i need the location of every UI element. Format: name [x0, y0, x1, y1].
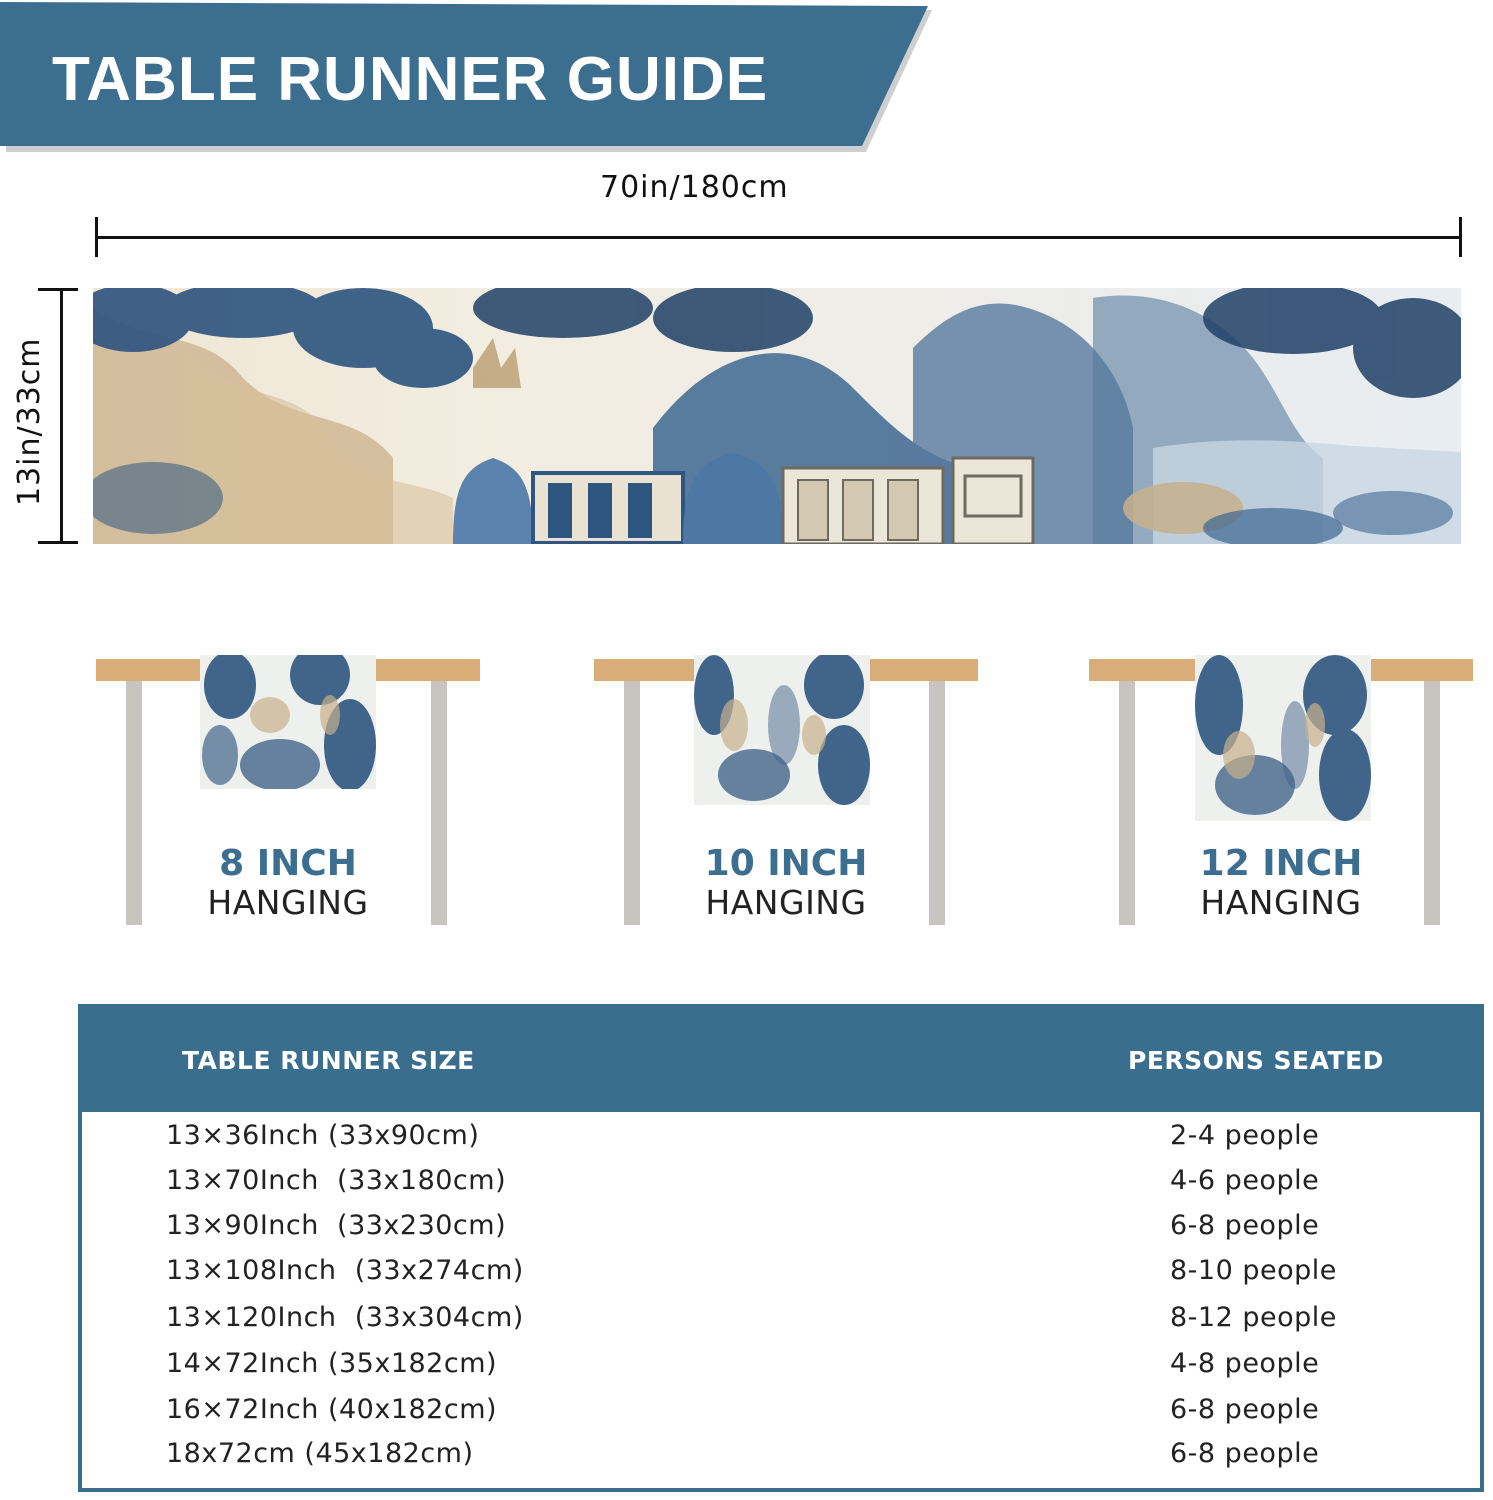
table-row: [82, 1438, 1480, 1482]
height-dimension-cap-top: [38, 288, 78, 291]
hanging-runner-8-inch: [200, 655, 376, 789]
row-persons: 4-6 people: [1170, 1165, 1320, 1196]
row-persons: 4-8 people: [1170, 1348, 1320, 1379]
width-dimension-label: 70in/180cm: [600, 170, 789, 205]
table-illustration-10-inch: [594, 655, 984, 930]
table-row: [82, 1394, 1480, 1438]
row-persons: 8-12 people: [1170, 1302, 1337, 1333]
header-persons-seated: PERSONS SEATED: [1128, 1046, 1384, 1075]
row-persons: 6-8 people: [1170, 1394, 1320, 1425]
table-row: [82, 1302, 1480, 1346]
hanging-word-label: HANGING: [1200, 883, 1362, 922]
hanging-runner-12-inch: [1195, 655, 1371, 821]
row-size: 13×120Inch (33x304cm): [166, 1302, 524, 1333]
table-illustration-8-inch: [96, 655, 486, 930]
row-size: 13×36Inch (33x90cm): [166, 1120, 480, 1151]
hanging-runner-10-inch: [694, 655, 870, 805]
row-persons: 2-4 people: [1170, 1120, 1320, 1151]
row-persons: 8-10 people: [1170, 1255, 1337, 1286]
row-size: 13×70Inch (33x180cm): [166, 1165, 507, 1196]
hanging-size-label: 12 INCH: [1199, 843, 1363, 884]
row-persons: 6-8 people: [1170, 1438, 1320, 1469]
table-illustration-12-inch: [1089, 655, 1479, 930]
height-dimension-label: 13in/33cm: [12, 337, 47, 506]
width-dimension-cap-right: [1459, 217, 1462, 257]
row-size: 13×90Inch (33x230cm): [166, 1210, 507, 1241]
row-size: 18x72cm (45x182cm): [166, 1438, 474, 1469]
height-dimension-line: [60, 288, 63, 544]
size-table-header: [82, 1008, 1480, 1112]
table-row: [82, 1120, 1480, 1164]
hanging-size-label: 10 INCH: [704, 843, 868, 884]
table-row: [82, 1165, 1480, 1209]
table-runner-image: [93, 288, 1461, 544]
row-size: 16×72Inch (40x182cm): [166, 1394, 498, 1425]
width-dimension-line: [96, 236, 1462, 239]
hanging-size-label: 8 INCH: [219, 843, 357, 884]
width-dimension-cap-left: [95, 217, 98, 257]
header-runner-size: TABLE RUNNER SIZE: [182, 1046, 475, 1075]
height-dimension-cap-bottom: [38, 541, 78, 544]
row-size: 13×108Inch (33x274cm): [166, 1255, 524, 1286]
page-title: TABLE RUNNER GUIDE: [52, 45, 769, 114]
size-table: [78, 1004, 1484, 1492]
table-row: [82, 1255, 1480, 1299]
hanging-word-label: HANGING: [705, 883, 867, 922]
hanging-word-label: HANGING: [207, 883, 369, 922]
row-size: 14×72Inch (35x182cm): [166, 1348, 498, 1379]
table-row: [82, 1348, 1480, 1392]
table-row: [82, 1210, 1480, 1254]
row-persons: 6-8 people: [1170, 1210, 1320, 1241]
